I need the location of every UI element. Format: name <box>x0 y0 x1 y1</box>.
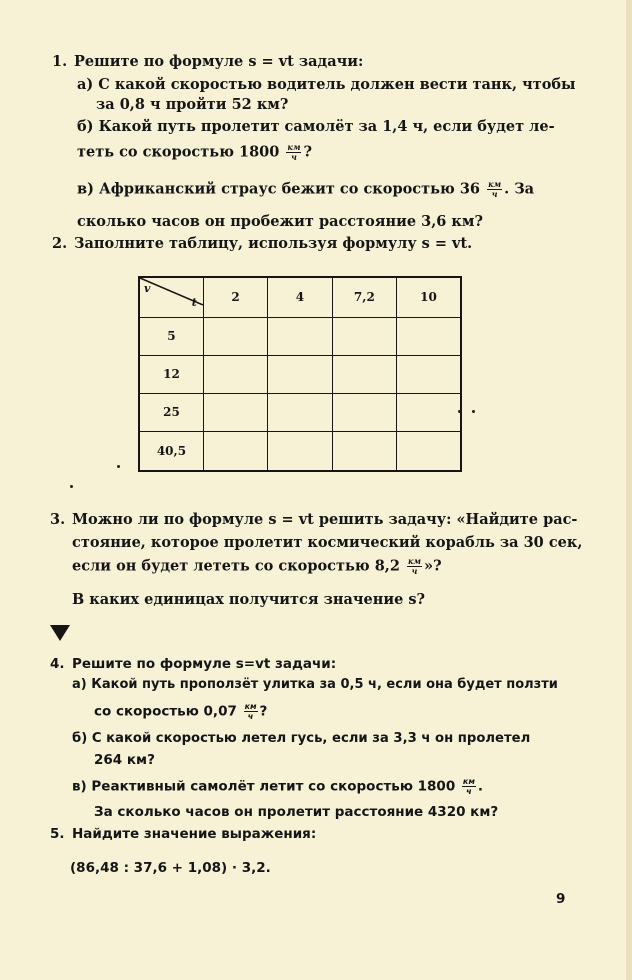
task3-line4: В каких единицах получится значение s? <box>72 591 426 608</box>
task5-heading: 5. Найдите значение выражения: <box>50 826 317 842</box>
speck <box>70 485 73 488</box>
task-number: 2. <box>52 235 68 252</box>
task5-expression: (86,48 : 37,6 + 1,08) · 3,2. <box>70 860 271 876</box>
task1-v-line2: сколько часов он пробежит расстояние 3,6 км? <box>77 213 483 230</box>
table-header-v: 25 <box>139 393 203 431</box>
task1-a-line1: а) С какой скоростью водитель должен вести танк, чтобы <box>77 76 576 93</box>
table-header-t: 4 <box>268 277 332 317</box>
task4-heading: 4. Решите по формуле s=vt задачи: <box>50 656 337 672</box>
task-number: 4. <box>50 656 65 672</box>
table-cell-empty[interactable] <box>397 317 461 355</box>
task-number: 3. <box>50 511 66 528</box>
task4-a-line2: со скоростью 0,07 $\frac{км}{ч}$ ? <box>94 702 268 721</box>
table-cell-empty[interactable] <box>397 432 461 471</box>
fraction-km-per-h: $\frac{км}{ч}$ <box>488 179 502 199</box>
page-number: 9 <box>556 891 566 907</box>
table-cell-empty[interactable] <box>203 432 267 471</box>
task3-line3: если он будет лететь со скоростью 8,2 $\frac{км}{ч}$ »? <box>72 556 442 576</box>
table-cell-empty[interactable] <box>268 355 332 393</box>
table-cell-empty[interactable] <box>332 355 396 393</box>
speck <box>472 410 475 413</box>
task4-v-line1: в) Реактивный самолёт летит со скоростью 1800 $\frac{км}{ч}$ . <box>72 777 484 796</box>
table-cell-empty[interactable] <box>268 432 332 471</box>
task1-heading: 1. Решите по формуле s = vt задачи: <box>52 53 364 70</box>
table-cell-empty[interactable] <box>397 355 461 393</box>
task4-b-line1: б) С какой скоростью летел гусь, если за 3,3 ч он пролетел <box>72 731 531 746</box>
table-corner-cell: v t <box>139 277 203 317</box>
table-cell-empty[interactable] <box>203 355 267 393</box>
table-cell-empty[interactable] <box>332 432 396 471</box>
task3-line2: стояние, которое пролетит космический корабль за 30 сек, <box>72 534 583 551</box>
fraction-km-per-h: $\frac{км}{ч}$ <box>408 556 422 576</box>
table-cell-empty[interactable] <box>332 393 396 431</box>
task4-a-line1: а) Какой путь проползёт улитка за 0,5 ч, если она будет ползти <box>72 677 558 692</box>
table-cell-empty[interactable] <box>268 317 332 355</box>
table-cell-empty[interactable] <box>203 393 267 431</box>
section-marker-triangle-icon <box>50 625 70 641</box>
table-cell-empty[interactable] <box>332 317 396 355</box>
task1-b-line1: б) Какой путь пролетит самолёт за 1,4 ч, если будет ле- <box>77 118 555 135</box>
table-header-t: 10 <box>397 277 461 317</box>
table-cell-empty[interactable] <box>397 393 461 431</box>
task-number: 1. <box>52 53 68 70</box>
task1-b-line2: теть со скоростью 1800 $\frac{км}{ч}$ ? <box>77 142 312 162</box>
table-header-v: 12 <box>139 355 203 393</box>
fraction-km-per-h: $\frac{км}{ч}$ <box>462 777 475 796</box>
fraction-km-per-h: $\frac{км}{ч}$ <box>244 702 257 721</box>
task1-a-line2: за 0,8 ч пройти 52 км? <box>96 96 289 113</box>
table-cell-empty[interactable] <box>268 393 332 431</box>
table-header-v: 40,5 <box>139 432 203 471</box>
task2-heading: 2. Заполните таблицу, используя формулу s = vt. <box>52 235 473 252</box>
table-header-t: 2 <box>203 277 267 317</box>
speck <box>458 410 461 413</box>
page-edge <box>626 0 632 980</box>
table-header-t: 7,2 <box>332 277 396 317</box>
values-table <box>138 276 462 472</box>
table-cell-empty[interactable] <box>203 317 267 355</box>
task4-v-line2: За сколько часов он пролетит расстояние 4320 км? <box>94 804 499 820</box>
task-number: 5. <box>50 826 65 842</box>
table-header-v: 5 <box>139 317 203 355</box>
task4-b-line2: 264 км? <box>94 752 155 768</box>
task1-v-line1: в) Африканский страус бежит со скоростью 36 $\frac{км}{ч}$ . За <box>77 179 535 199</box>
fraction-km-per-h: $\frac{км}{ч}$ <box>287 142 301 162</box>
task3-line1: 3. Можно ли по формуле s = vt решить задачу: «Найдите рас- <box>50 511 578 528</box>
speck <box>117 465 120 468</box>
